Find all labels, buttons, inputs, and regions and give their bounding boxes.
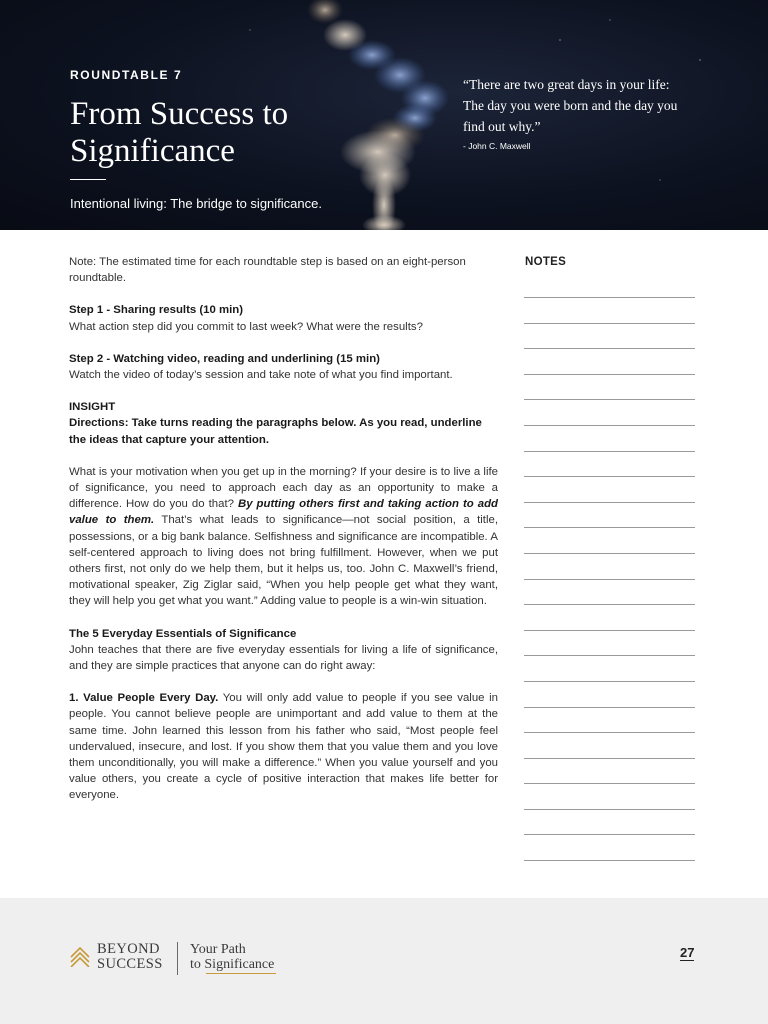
page-footer xyxy=(0,898,768,1024)
step-2-heading: Step 2 - Watching video, reading and underlining (15 min) xyxy=(69,352,380,365)
page-title-line-2: Significance xyxy=(70,133,235,169)
page-title xyxy=(70,96,370,170)
essentials-text: John teaches that there are five everyday essentials for living a life of significance, and they are simple practices that anyone can do right away: xyxy=(69,643,498,673)
essential-1-text: You will only add value to people if you see value in people. You cannot believe people are unimportant and add value to them at the same time. John learned this lesson from his father who said, “Most people feel undervalued, insecure, and lost. If you show them that you value them and you love them unconditionally, you will make a difference.” When you value yourself and you value others, you create a cycle of positive interaction that makes life better for everyone. xyxy=(69,692,498,802)
tagline-line-1: Your Path xyxy=(190,942,246,957)
note-line xyxy=(524,425,695,451)
note-line xyxy=(524,758,695,784)
page-title-line-1: From Success to xyxy=(70,96,289,132)
beyond-success-logo-icon xyxy=(69,945,91,967)
roundtable-eyebrow: ROUNDTABLE 7 xyxy=(70,68,183,82)
brand-line-2: SUCCESS xyxy=(97,956,163,972)
essential-1-heading: 1. Value People Every Day. xyxy=(69,692,219,705)
note-line xyxy=(524,476,695,502)
page-number: 27 xyxy=(680,945,695,960)
step-1-heading: Step 1 - Sharing results (10 min) xyxy=(69,304,244,317)
title-divider xyxy=(70,179,106,180)
directions-text: Directions: Take turns reading the paragraphs below. As you read, underline the ideas that capture your attention. xyxy=(69,417,482,446)
note-line xyxy=(524,834,695,860)
note-line xyxy=(524,348,695,374)
note-line xyxy=(524,323,695,349)
step-1-text: What action step did you commit to last week? What were the results? xyxy=(69,320,423,333)
header-banner xyxy=(0,0,768,230)
brand-line-1: BEYOND xyxy=(97,941,160,957)
insight-heading: INSIGHT xyxy=(69,401,116,414)
quote-line-3: find out why.” xyxy=(463,119,541,134)
note-line xyxy=(524,374,695,400)
note-line xyxy=(524,707,695,733)
quote-line-1: “There are two great days in your life: xyxy=(463,77,670,92)
note-line xyxy=(524,553,695,579)
note-line xyxy=(524,451,695,477)
note-line xyxy=(524,527,695,553)
tagline xyxy=(190,942,274,972)
motivation-text-b: That’s what leads to significance—not social position, a title, possessions, or a big bank balance. Selfishness and significance are incompatible. A self-centered approach to living does not bring fulfillment. However, when we put others first, not only do we help them, but it helps us, too. John C. Maxwell’s friend, motivational speaker, Zig Ziglar said, “When you help people get what they want, they will help you get what you want.” Adding value to people is a win-win situation. xyxy=(69,514,498,608)
notes-lines xyxy=(524,297,695,886)
note-line xyxy=(524,681,695,707)
quote-author: - John C. Maxwell xyxy=(463,141,531,151)
notes-label: NOTES xyxy=(525,256,567,268)
essentials-heading: The 5 Everyday Essentials of Significance xyxy=(69,627,297,640)
main-content xyxy=(69,254,498,804)
header-quote xyxy=(463,74,703,137)
tagline-underline xyxy=(206,973,276,974)
timing-note: Note: The estimated time for each roundtable step is based on an eight-person roundtable. xyxy=(69,256,466,285)
note-line xyxy=(524,630,695,656)
tagline-line-2: to Significance xyxy=(190,957,275,972)
brand-divider xyxy=(177,942,178,975)
note-line xyxy=(524,809,695,835)
note-line xyxy=(524,655,695,681)
note-line xyxy=(524,860,695,886)
motivation-paragraph xyxy=(69,464,498,610)
note-line xyxy=(524,502,695,528)
page-subtitle: Intentional living: The bridge to significance. xyxy=(70,196,322,211)
motivation-text-a: What is your motivation when you get up in the morning? If your desire is to live a life of significance, you need to approach each day as an opportunity to make a difference. How do you do that? xyxy=(69,465,498,511)
note-line xyxy=(524,604,695,630)
quote-line-2: The day you were born and the day you xyxy=(463,98,678,113)
step-2-text: Watch the video of today’s session and take note of what you find important. xyxy=(69,369,453,382)
note-line xyxy=(524,783,695,809)
note-line xyxy=(524,579,695,605)
note-line xyxy=(524,399,695,425)
note-line xyxy=(524,732,695,758)
brand-name xyxy=(97,942,163,972)
note-line xyxy=(524,297,695,323)
motivation-emphasis: By putting others first and taking action to add value to them. xyxy=(69,498,498,527)
essential-1-paragraph xyxy=(69,690,498,803)
